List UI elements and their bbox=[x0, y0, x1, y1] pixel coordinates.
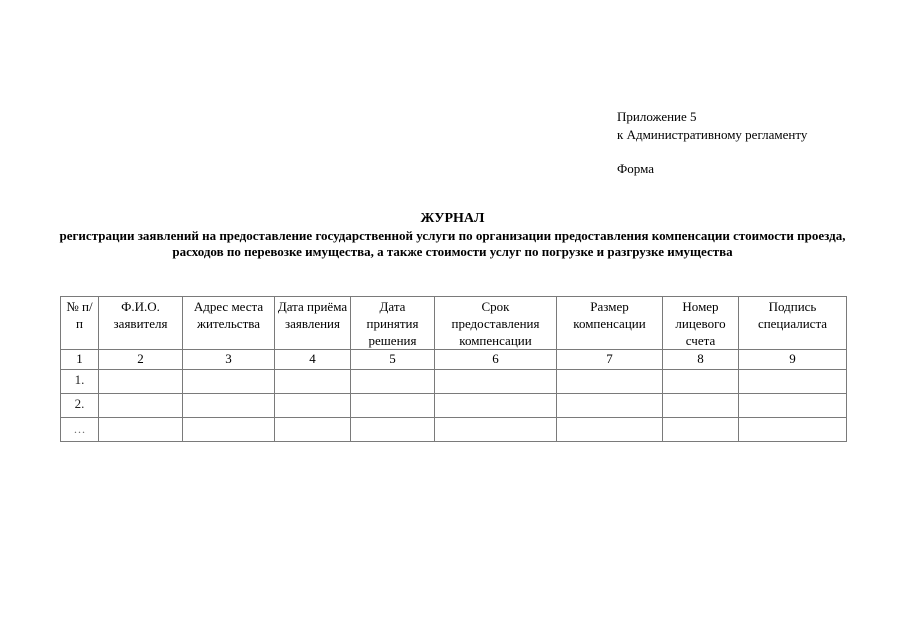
table-cell bbox=[739, 370, 847, 394]
table-cell bbox=[663, 418, 739, 442]
header-cell-date-received: Дата приёма заявления bbox=[275, 297, 351, 350]
table-row bbox=[61, 370, 847, 394]
column-number: 5 bbox=[351, 350, 435, 370]
row-index: 1. bbox=[61, 370, 99, 394]
journal-title-block bbox=[40, 210, 865, 260]
table-row bbox=[61, 394, 847, 418]
form-label: Форма bbox=[617, 161, 654, 176]
column-number-row bbox=[61, 350, 847, 370]
header-row bbox=[61, 297, 847, 350]
table-cell bbox=[99, 418, 183, 442]
header-cell-signature: Подпись специалиста bbox=[739, 297, 847, 350]
table-cell bbox=[435, 418, 557, 442]
column-number: 1 bbox=[61, 350, 99, 370]
appendix-line-2: к Административному регламенту bbox=[617, 127, 808, 142]
table-cell bbox=[435, 370, 557, 394]
table-cell bbox=[557, 394, 663, 418]
header-cell-amount: Размер компенсации bbox=[557, 297, 663, 350]
header-cell-number: № п/п bbox=[61, 297, 99, 350]
column-number: 7 bbox=[557, 350, 663, 370]
journal-subtitle: регистрации заявлений на предоставление государственной услуги по организации предоставления компенсации стоимости проезда, расходов по перевозке имущества, а также стоимости услуг по погрузке и разгрузке имущества bbox=[59, 228, 846, 259]
table-cell bbox=[739, 394, 847, 418]
journal-title: ЖУРНАЛ bbox=[420, 211, 485, 226]
table-cell bbox=[183, 418, 275, 442]
column-number: 2 bbox=[99, 350, 183, 370]
header-cell-account: Номер лицевого счета bbox=[663, 297, 739, 350]
column-number: 3 bbox=[183, 350, 275, 370]
table-cell bbox=[99, 370, 183, 394]
column-number: 9 bbox=[739, 350, 847, 370]
table-cell bbox=[663, 394, 739, 418]
appendix-line-1: Приложение 5 bbox=[617, 109, 697, 124]
table-cell bbox=[183, 370, 275, 394]
header-cell-date-decision: Дата принятия решения bbox=[351, 297, 435, 350]
table-cell bbox=[663, 370, 739, 394]
table-row bbox=[61, 418, 847, 442]
table-cell bbox=[739, 418, 847, 442]
header-cell-address: Адрес места жительства bbox=[183, 297, 275, 350]
column-number: 4 bbox=[275, 350, 351, 370]
header-cell-name: Ф.И.О. заявителя bbox=[99, 297, 183, 350]
column-number: 8 bbox=[663, 350, 739, 370]
column-number: 6 bbox=[435, 350, 557, 370]
table-cell bbox=[351, 418, 435, 442]
journal-table bbox=[60, 296, 847, 442]
table-cell bbox=[557, 370, 663, 394]
table-cell bbox=[435, 394, 557, 418]
row-index: … bbox=[61, 418, 99, 442]
table-cell bbox=[351, 370, 435, 394]
table-cell bbox=[275, 394, 351, 418]
table-cell bbox=[99, 394, 183, 418]
table-cell bbox=[275, 418, 351, 442]
table-cell bbox=[351, 394, 435, 418]
appendix-note bbox=[617, 108, 807, 178]
row-index: 2. bbox=[61, 394, 99, 418]
table-cell bbox=[275, 370, 351, 394]
table-cell bbox=[557, 418, 663, 442]
header-cell-term: Срок предоставления компенсации bbox=[435, 297, 557, 350]
table-cell bbox=[183, 394, 275, 418]
